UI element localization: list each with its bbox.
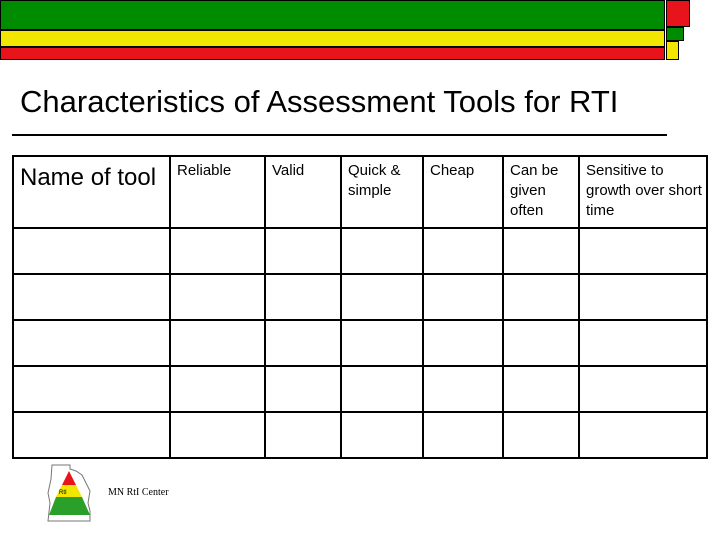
table-cell <box>13 412 170 458</box>
table-cell <box>423 320 503 366</box>
header-square-green <box>666 27 684 41</box>
table-cell <box>341 412 423 458</box>
table-row <box>13 320 707 366</box>
table-cell <box>170 274 265 320</box>
table-cell <box>265 228 341 274</box>
table-cell <box>170 320 265 366</box>
table-cell <box>423 366 503 412</box>
table-row <box>13 366 707 412</box>
table-cell <box>170 412 265 458</box>
header-square-red <box>666 0 690 27</box>
header-cell-given-often: Can be given often <box>503 156 579 228</box>
table-cell <box>13 274 170 320</box>
table-row <box>13 412 707 458</box>
table-cell <box>423 274 503 320</box>
header-cell-valid: Valid <box>265 156 341 228</box>
header-bar-red <box>0 47 665 60</box>
table-cell <box>170 228 265 274</box>
table-row <box>13 228 707 274</box>
table-cell <box>579 366 707 412</box>
header-cell-cheap: Cheap <box>423 156 503 228</box>
table-cell <box>13 320 170 366</box>
title-divider <box>12 134 667 136</box>
table-cell <box>265 412 341 458</box>
table-cell <box>503 274 579 320</box>
slide-title: Characteristics of Assessment Tools for RTI <box>20 84 619 119</box>
header-bar-green <box>0 0 665 30</box>
table-cell <box>579 274 707 320</box>
header-cell-quick-simple: Quick & simple <box>341 156 423 228</box>
assessment-tools-table <box>12 155 708 459</box>
table-cell <box>423 412 503 458</box>
table-cell <box>13 228 170 274</box>
table-cell <box>341 320 423 366</box>
header-cell-sensitive-growth: Sensitive to growth over short time <box>579 156 707 228</box>
table-cell <box>13 366 170 412</box>
table-cell <box>503 320 579 366</box>
table-cell <box>503 366 579 412</box>
header-bar-yellow <box>0 30 665 47</box>
table-cell <box>341 274 423 320</box>
mn-rti-logo-icon <box>46 463 92 523</box>
table-cell <box>170 366 265 412</box>
footer-caption: MN RtI Center <box>108 487 169 498</box>
header-square-yellow <box>666 41 679 60</box>
table-cell <box>579 320 707 366</box>
logo-text: RtI <box>59 490 67 496</box>
table-cell <box>503 228 579 274</box>
table-cell <box>579 228 707 274</box>
table-row <box>13 274 707 320</box>
table-cell <box>579 412 707 458</box>
table-cell <box>265 274 341 320</box>
table-header-row <box>13 156 707 228</box>
header-cell-name-of-tool: Name of tool <box>13 156 170 228</box>
table-cell <box>341 228 423 274</box>
table-cell <box>503 412 579 458</box>
table-cell <box>265 366 341 412</box>
header-cell-reliable: Reliable <box>170 156 265 228</box>
table-cell <box>341 366 423 412</box>
table-cell <box>423 228 503 274</box>
table-cell <box>265 320 341 366</box>
